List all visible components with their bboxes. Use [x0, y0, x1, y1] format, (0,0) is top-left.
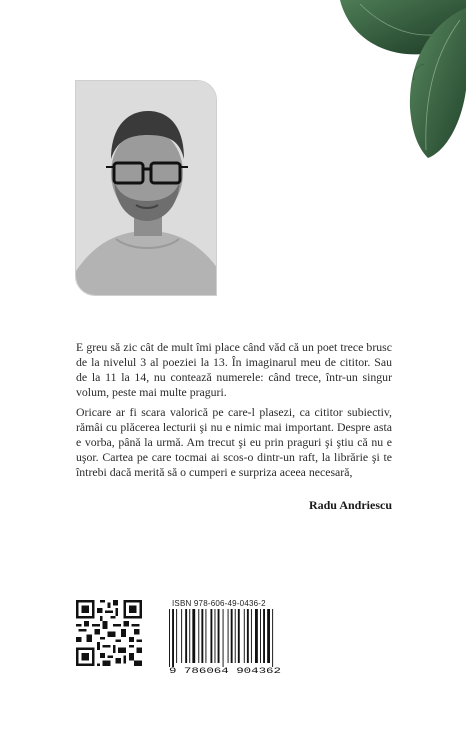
barcode-digits: 9 786064 904362 [169, 667, 282, 675]
qr-code-icon [76, 600, 142, 666]
author-portrait [75, 80, 217, 296]
barcode-icon [167, 609, 283, 675]
isbn-label: ISBN 978-606-49-0436-2 [172, 599, 266, 608]
leaf-decoration-icon [320, 0, 466, 158]
blurb-paragraph-1: E greu să zic cât de mult îmi place când văd că un poet trece brusc de la nivelul 3 al poeziei la 13. În imaginarul meu de cititor. Sau de la 11 la 14, nu contează numerele: când trece, într-un singur volum, peste mai multe praguri. [76, 340, 392, 399]
author-signature: Radu Andriescu [308, 498, 392, 512]
blurb-paragraph-2: Oricare ar fi scara valorică pe care-l plasezi, ca cititor subiectiv, rămâi cu plăcerea lecturii şi nu e nimic mai important. Despre asta e vorba, până la urmă. Am trecut şi eu prin praguri şi ştiu că nu e uşor. Cartea pe care tocmai ai scos-o dintr-un raft, la librărie şi te întrebi dacă merită să o cumperi e surpriza aceea necesară, [76, 405, 392, 479]
